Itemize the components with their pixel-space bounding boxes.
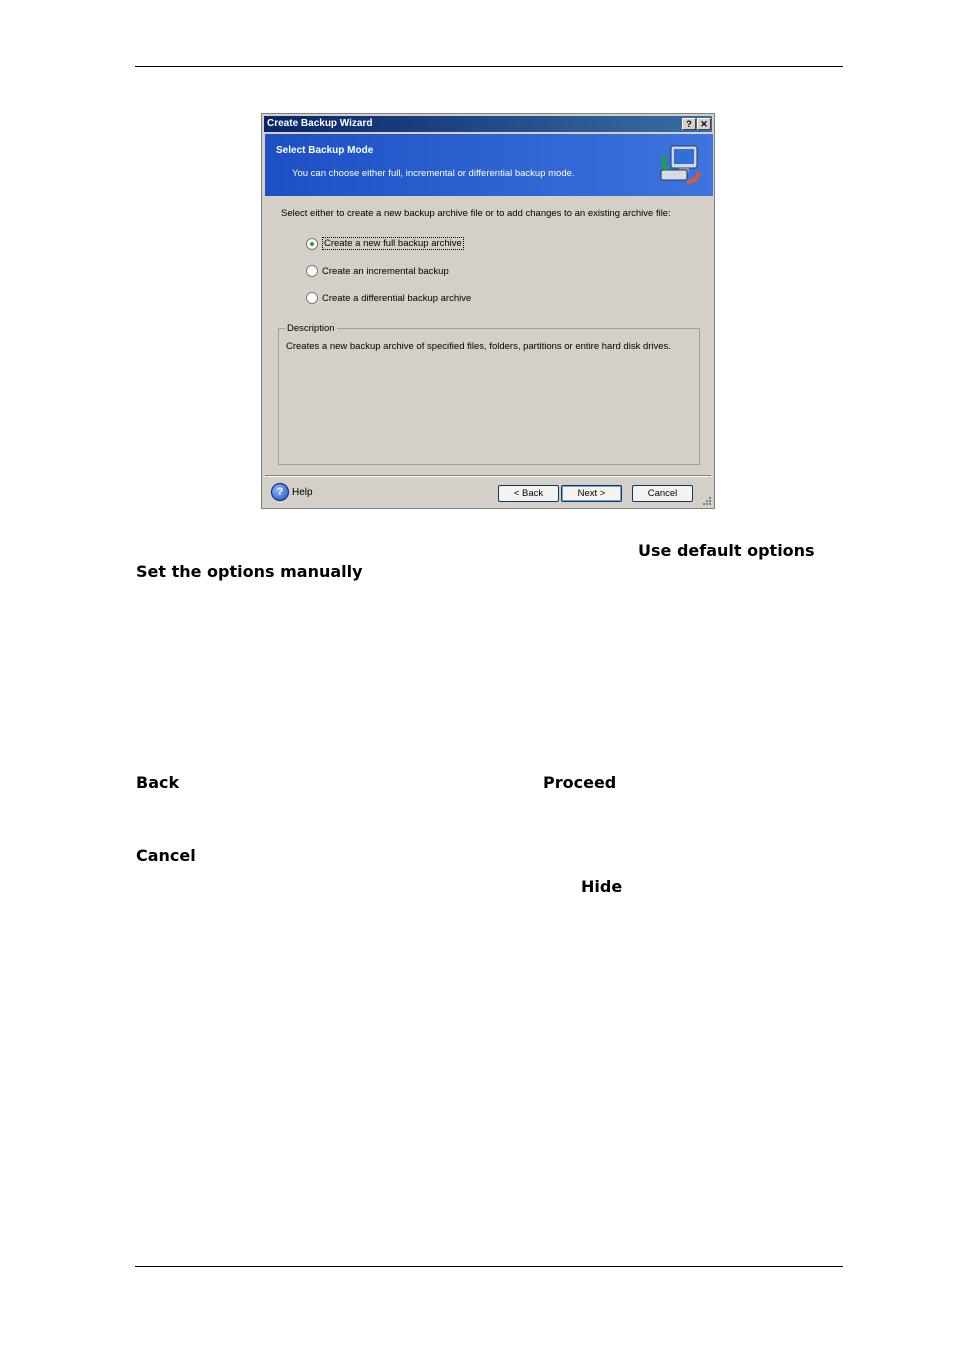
footer-rule (135, 1266, 843, 1267)
backup-computer-icon (657, 142, 703, 188)
wizard-banner (265, 134, 713, 196)
hide-text: Hide (581, 877, 623, 896)
proceed-text: Proceed (543, 773, 617, 792)
create-backup-wizard-dialog (261, 113, 715, 509)
description-text: Creates a new backup archive of specified files, folders, partitions or entire hard disk drives. (286, 341, 671, 352)
help-button[interactable] (271, 483, 313, 501)
set-options-manually-text: Set the options manually (136, 562, 363, 581)
radio-icon[interactable] (306, 292, 318, 304)
next-button[interactable]: Next > (561, 485, 622, 502)
back-text: Back (136, 773, 180, 792)
banner-title: Select Backup Mode (276, 145, 374, 156)
option-differential-backup[interactable] (306, 292, 471, 304)
dialog-title: Create Backup Wizard (267, 118, 373, 129)
instruction-text: Select either to create a new backup archive file or to add changes to an existing archive file: (281, 208, 671, 219)
radio-selected-icon[interactable] (306, 238, 318, 250)
title-close-button[interactable]: ✕ (697, 118, 711, 130)
option-full-backup[interactable] (306, 237, 464, 250)
radio-icon[interactable] (306, 265, 318, 277)
help-label: Help (292, 486, 313, 498)
description-legend: Description (287, 323, 335, 334)
banner-subtitle: You can choose either full, incremental or differential backup mode. (292, 168, 575, 179)
use-default-options-text: Use default options (638, 541, 815, 560)
footer-separator (265, 475, 711, 477)
help-icon[interactable]: ? (271, 483, 289, 501)
option-label: Create a differential backup archive (322, 292, 472, 304)
cancel-text: Cancel (136, 846, 196, 865)
option-label: Create an incremental backup (322, 265, 449, 277)
title-bar[interactable] (264, 116, 712, 132)
option-incremental-backup[interactable] (306, 265, 449, 277)
cancel-button[interactable]: Cancel (632, 485, 693, 502)
title-help-button[interactable]: ? (682, 118, 696, 130)
header-rule (135, 66, 843, 67)
back-button[interactable]: < Back (498, 485, 559, 502)
option-label: Create a new full backup archive (324, 238, 462, 249)
resize-grip-icon[interactable] (702, 496, 712, 506)
